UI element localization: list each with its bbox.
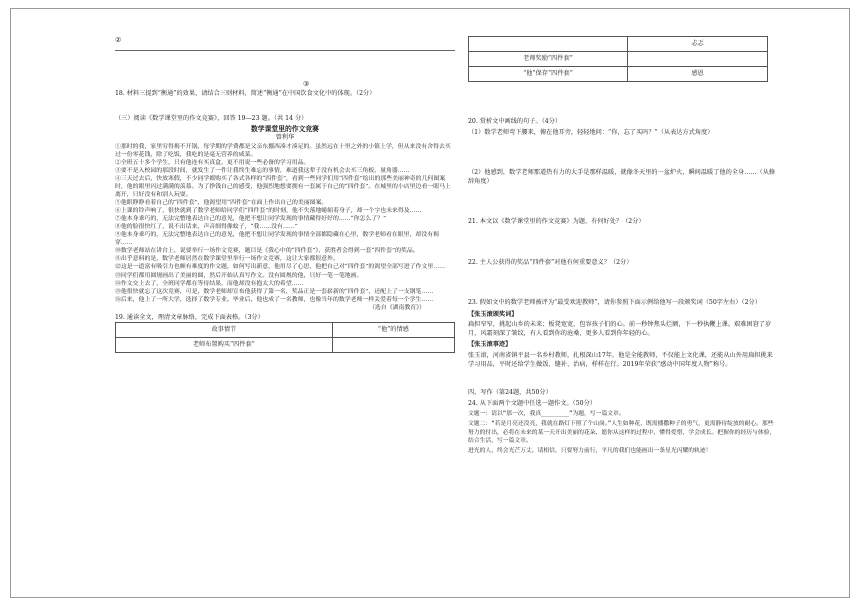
article-author: 曾利华 [275, 134, 295, 142]
table-header: 故事情节 [116, 323, 333, 338]
example-2-heading: 【张玉滚事迹】 [468, 341, 512, 349]
table-cell: 老师布置购买“四件套” [116, 338, 333, 353]
essay-prompt-1: 文题一：请以“那一次，我真________”为题，写一篇文章。 [468, 411, 625, 418]
q19-table [115, 322, 455, 353]
article-source: （选自《湖南教育》） [369, 304, 425, 311]
table-row [469, 37, 768, 52]
table-cell: 感恩 [628, 67, 768, 82]
left-column [115, 36, 455, 353]
paragraph: ⑥上课的铃声响了，很快就到了数学老师给同学们“四件套”的时刻，他不失落地蜷缩着身子，却一个字也未来得及…… [115, 208, 422, 215]
paragraph: ⑬同学们都用圆规画出了美丽的圆，然后开始认真写作文。没有圆规的他，只好一笔一笔地画。 [115, 272, 363, 279]
section-4-heading: 四、写作（第24题，共50分） [468, 389, 552, 397]
paragraph: ⑮他很快就忘了这次竞赛，可是，数学老师却宣布他获得了第一名，奖品正是一套崭新的“四件套”，还配上了一支钢笔…… [115, 288, 434, 295]
section-3-heading: （三）阅读《数学课堂里的作文竞赛》，回答 19—23 题。（共 14 分） [115, 114, 308, 122]
question-18: 18. 材料三提到“衡通”的效果，请结合三则材料，简述“衡通”在中国饮食文化中的体现。（2分） [115, 90, 376, 97]
essay-prompt-2: 文题二：“若是月亮还没亮，我就在路灯下照了个山岗。”人生如种花，既需播撒种子的勇气，更需静待绽放的耐心。那些努力的付出，必将在未来的某一天开出美丽的花朵，愿你从这样的过程中，懂得爱惜，学会成长。把握你的经历与体验，结合生活，写一篇文章。 [468, 421, 776, 444]
paragraph: ⑧他的脸很快红了，说不出话来，声音细得像蚊子，“我……没有……” [115, 224, 298, 231]
answer-cell[interactable] [332, 338, 454, 353]
paragraph: ⑩数学老师站在讲台上，说要举行一场作文竞赛，题目是《我心中的“四件套”》，获胜者会得到一套“四件套”的奖品。 [115, 248, 419, 255]
question-20-1: （1）数学老师弯下腰来，俯在他耳旁，轻轻地问：“你，忘了买吗？”（从表达方式角度） [468, 128, 714, 136]
paragraph: ⑯后来，他上了一所大学，选择了数学专业。毕业后，他也成了一名教师，也像当年的数学老师一样关爱着每一个学生…… [115, 296, 434, 303]
top-rule [115, 50, 455, 51]
question-24: 24. 从下面两个文题中任选一题作文。（50分） [468, 399, 596, 407]
question-21: 21. 本文以《数学课堂里的作文竞赛》为题，有何好处？（2分） [468, 218, 645, 226]
example-1-text: 扁担窄窄，挑起山乡的未来；板凳宽宽，包容孩子们的心。前一秒钟焦头烂额，下一秒执鞭上课。艰难困窘了岁月，风霜刻深了皱纹，有人看到你的沧桑，更多人看到你年轻的心。 [468, 321, 772, 337]
answer-cell[interactable] [469, 37, 628, 52]
paragraph: ⑫这是一道富有吸引力也颇有难度的作文题，如何写出新意，他用尽了心思，他把自己对“四件套”的渴望全部写进了作文里…… [115, 264, 446, 271]
paragraph: ⑪出乎意料的是，数学老师居然在数学课堂里举行一场作文竞赛，这让大家都很意外。 [115, 256, 339, 263]
table-cell: 忐忑 [628, 37, 768, 52]
article-title: 数学课堂里的作文竞赛 [251, 125, 319, 134]
table-row [469, 52, 768, 67]
continued-table [468, 36, 768, 82]
question-20-2: （2）他感到，数学老师那道热有力的大手是那样温暖，就像冬天里的一盆炉火，瞬间温暖了他的全身……（从修辞角度） [468, 169, 776, 185]
paragraph: ③要不是入校园的那段时间，就发生了一件让我终生难忘的事情，难道我这辈子没有机会去买三角板、量角器…… [115, 168, 410, 175]
example-2-text: 张玉滚，河南省镇平县一名乡村教师，扎根深山17年，他是全能教师，不仅能上文化课，还能从山外用扁担挑来学习用品，平时还给学生做饭、缝补、治病，样样在行。2019年荣获“感动中国年度人物”称号。 [468, 352, 773, 368]
table-row [116, 338, 455, 353]
answer-space[interactable] [468, 267, 776, 297]
essay-prompt-3: 进光的人，终会光芒万丈。请相信，只要努力前行，平凡的我们也能画出一条星光闪耀的轨迹！ [468, 448, 712, 455]
table-cell: 老师奖励“四件套” [469, 52, 628, 67]
answer-space[interactable] [468, 369, 776, 385]
mark-2: ② [115, 36, 122, 44]
mark-3: ③ [303, 80, 310, 88]
paragraph: ⑤他眼睁睁看着自己的“四件套”，他渴望用“四件套”在面上作出自己的美丽图案。 [115, 200, 328, 207]
right-column [468, 36, 776, 455]
article-body [115, 143, 455, 304]
example-1-heading: 【张玉滚颁奖词】 [468, 310, 518, 318]
paragraph: ④三天过去后，快放寒假，不少同学都购买了各式各样的“四件套”，看到一些同学们用“四件套”绘出的那些美丽神奇的几何图案时，他的眼里闪过满满的羡慕。为了挣钱自己的感受，他强烈地想要拥有一套属于自己的“四件套”。在城里的小店里边看一眼马上离开，只好没有和别人玩耍。 [115, 176, 451, 199]
question-20: 20. 赏析文中画线的句子。（4分） [468, 118, 562, 125]
table-cell: “他”保存“四件套” [469, 67, 628, 82]
question-19: 19. 通读全文，理清文章脉络，完成下面表格。（3分） [115, 313, 264, 321]
table-header: “他”的情感 [332, 323, 454, 338]
table-row [469, 67, 768, 82]
paragraph: ⑦他本身乖巧的，无法完整地表达自己的意见，他把不想让同学发现的事情藏得好好的……“你怎么了？” [115, 216, 387, 223]
paragraph: ⑭作文交上去了，全班同学都在等待结果，而他却没有抱太大的希望…… [115, 280, 304, 287]
paragraph: ①那时的我，家里穷得揭不开锅，每学期的学费都是父亲东挪西凑才凑足的。虽然远在十里之外的小镇上学，但从来没有舍得去买过一份零花钱，除了吃饭，我吃的是毫无营养的咸菜。 [115, 144, 451, 159]
paragraph: ⑨他本身乖巧的，无法完整地表达自己的意见，他把不想让同学发现的事情全部都隐藏在心里，数学老师看在眼里，却没有揭穿…… [115, 232, 439, 247]
question-22: 22. 主人公获得的奖品“四件套”对他有何重要意义？（2分） [468, 258, 633, 266]
answer-space[interactable] [468, 137, 776, 167]
answer-space[interactable] [468, 186, 776, 216]
answer-cell[interactable] [628, 52, 768, 67]
paragraph: ②全班五十多个学生，只有他连有买真盒，更不用说一些必备的学习用品。 [115, 160, 310, 167]
answer-space[interactable] [468, 227, 776, 257]
question-23: 23. 假如文中的数学老师被评为“最受欢迎教师”，请你参照下面示例给他写一段颁奖词（50字左右）（2分） [468, 299, 761, 307]
